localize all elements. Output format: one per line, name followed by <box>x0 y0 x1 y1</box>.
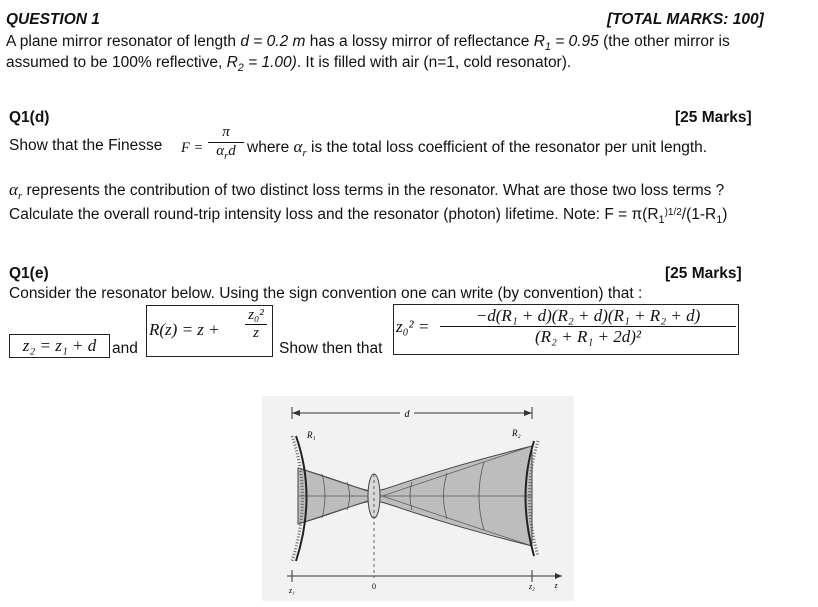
q1d-line-3-text: /(1-R <box>681 206 717 223</box>
z0-numerator: −d(R₁ + d)(R₂ + d)(R₁ + R₂ + d) <box>475 306 701 325</box>
r2-value: = 1.00) <box>243 54 297 71</box>
z2-label: z₂ <box>529 582 535 591</box>
q1d-line-3 <box>9 206 727 226</box>
alpha-subscript: r <box>17 190 23 203</box>
rz-denominator: z <box>253 325 259 341</box>
show-then-text: Show then that <box>279 340 383 357</box>
rz-fraction <box>245 307 267 342</box>
equation-rz-box <box>146 305 273 357</box>
equation-z0-box <box>393 304 739 355</box>
r1-label: R₁ <box>307 430 316 440</box>
alpha-symbol: α <box>293 137 303 156</box>
intro-line-1 <box>6 33 730 53</box>
q1e-label: Q1(e) <box>9 265 49 282</box>
r2-symbol: R <box>226 54 238 71</box>
r2-label: R₂ <box>512 428 521 438</box>
intro-text: has a lossy mirror of reflectance <box>305 33 534 50</box>
r1-symbol: R <box>533 33 545 50</box>
q1d-where-line <box>247 137 707 159</box>
r2-subscript: 2 <box>237 62 244 75</box>
question-title: QUESTION 1 <box>6 11 100 28</box>
z0-left: z₀² = <box>396 317 430 336</box>
z1-label: z₁ <box>289 586 295 595</box>
alpha-symbol: α <box>9 180 18 199</box>
q1d-show-text: Show that the Finesse <box>9 137 163 154</box>
q1d-line-2-text: represents the contribution of two distinct loss terms in the resonator. What are those two loss terms ? <box>22 182 725 199</box>
intro-text: A plane mirror resonator of length <box>6 33 241 50</box>
length-value: d = 0.2 m <box>240 33 306 50</box>
where-rest: is the total loss coefficient of the resonator per unit length. <box>306 139 708 156</box>
intro-text: . It is filled with air (n=1, cold resonator). <box>296 54 572 71</box>
subscript: 1 <box>716 214 723 227</box>
r1-subscript: 1 <box>544 41 551 54</box>
and-text: and <box>112 340 138 357</box>
alpha-subscript: r <box>302 147 307 160</box>
q1e-intro: Consider the resonator below. Using the sign convention one can write (by convention) that : <box>9 285 643 302</box>
finesse-eq-left: F = <box>181 140 204 156</box>
equation-z2-box: z₂ = z₁ + d <box>9 334 110 358</box>
total-marks: [TOTAL MARKS: 100] <box>607 11 764 28</box>
superscript: )1/2 <box>664 207 682 218</box>
q1d-marks: [25 Marks] <box>675 109 752 126</box>
q1d-line-3-text: ) <box>722 206 728 223</box>
rz-left: R(z) = z + <box>149 320 220 339</box>
origin-label: 0 <box>372 582 376 591</box>
d-symbol: d <box>228 143 236 159</box>
r1-value: = 0.95 <box>550 33 599 50</box>
subscript: 1 <box>658 214 665 227</box>
resonator-diagram <box>262 396 574 601</box>
d-label: d <box>404 409 410 420</box>
where-text: where <box>247 139 290 156</box>
z-axis-label: z <box>554 581 558 590</box>
finesse-fraction <box>208 124 244 162</box>
fraction-denominator <box>208 143 244 162</box>
intro-line-2 <box>6 54 571 74</box>
alpha-symbol: α <box>216 143 225 159</box>
q1e-marks: [25 Marks] <box>665 265 742 282</box>
rz-numerator: z₀² <box>248 307 264 323</box>
q1d-label: Q1(d) <box>9 109 50 126</box>
z0-fraction <box>440 306 736 347</box>
q1d-line-2 <box>9 180 724 202</box>
intro-text: (the other mirror is <box>598 33 730 50</box>
fraction-numerator: π <box>222 124 230 140</box>
alpha-subscript: r <box>224 151 229 162</box>
q1d-line-3-text: Calculate the overall round-trip intensity loss and the resonator (photon) lifetime. Note: F = π(R <box>9 206 659 223</box>
z0-denominator: (R₂ + R₁ + 2d)² <box>535 327 641 346</box>
intro-text: assumed to be 100% reflective, <box>6 54 227 71</box>
